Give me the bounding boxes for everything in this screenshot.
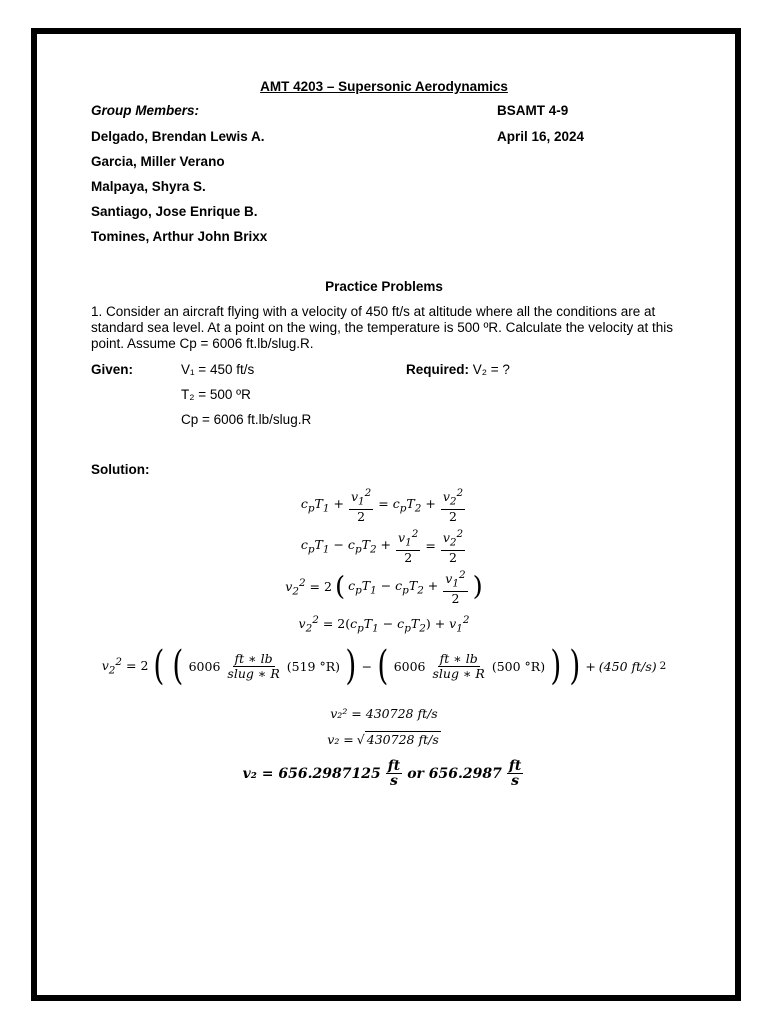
equation-3: $v_2^2 = 2$ ( $c_pT_1 - c_pT_2$ + $\frac{v_1^2}{2}$ ) <box>285 569 483 606</box>
equation-1: $c_pT_1$ + $\frac{v_1^2}{2}$ = $c_pT_2$ + $\frac{v_2^2}{2}$ <box>300 487 464 524</box>
required-value: V₂ = ? <box>472 362 510 377</box>
final-unit-den: s <box>389 773 398 789</box>
group-members-label: Group Members: <box>91 103 200 118</box>
member-name: Malpaya, Shyra S. <box>91 179 206 194</box>
member-name: Garcia, Miller Verano <box>91 154 225 169</box>
document-title: AMT 4203 – Supersonic Aerodynamics <box>260 79 508 94</box>
required-block <box>406 362 510 377</box>
cp-value: 6006 <box>188 658 221 674</box>
member-name: Tomines, Arthur John Brixx <box>91 229 268 244</box>
equation-6: v₂² = 430728 ft/s <box>330 706 438 721</box>
unit-numerator: ft ∗ lb <box>439 650 478 666</box>
member-name: Delgado, Brendan Lewis A. <box>91 129 265 144</box>
final-unit-num: ft <box>387 758 401 774</box>
final-lhs: v₂ = 656.2987125 <box>242 765 381 782</box>
given-label: Given: <box>91 362 134 377</box>
given-item: V₁ = 450 ft/s <box>181 362 255 377</box>
eq7-radicand: 430728 ft/s <box>366 732 439 747</box>
final-unit-num: ft <box>508 758 522 774</box>
equation-5: $v_2^2 = 2$ ( ( 6006 $\frac{ft ∗ lb}{\text{slug ∗ R}}$ (519 °R) ) − ( 6006 $\frac{ft ∗ lb}{\text{slug ∗ R}}$ (500 °R) ) ) + (450 ft/s) 2 <box>101 643 667 689</box>
section-heading: Practice Problems <box>325 279 443 294</box>
member-name: Santiago, Jose Enrique B. <box>91 204 258 219</box>
velocity-1: (450 ft/s) <box>598 658 657 674</box>
section-label: BSAMT 4-9 <box>497 103 569 118</box>
required-label: Required: <box>406 362 470 377</box>
final-answer <box>0 759 768 788</box>
unit-denominator: slug ∗ R <box>227 665 280 681</box>
equation-7: v₂ = √ 430728 ft/s <box>327 731 439 747</box>
problem-statement: 1. Consider an aircraft flying with a velocity of 450 ft/s at altitude where all the conditions are at standard sea level. At a point on the wing, the temperature is 500 ºR. Calculate the velocity at this point. Assume Cp = 6006 ft.lb/slug.R. <box>91 304 674 351</box>
given-item: Cp = 6006 ft.lb/slug.R <box>181 412 312 427</box>
equation-2: $c_pT_1 - c_pT_2$ + $\frac{v_1^2}{2}$ = $\frac{v_2^2}{2}$ <box>300 528 464 565</box>
eq7-lhs: v₂ = <box>327 731 354 747</box>
unit-denominator: slug ∗ R <box>432 665 485 681</box>
equation-4: $v_2^2 = 2(c_pT_1 - c_pT_2) + v_1^2$ <box>298 614 470 635</box>
solution-label: Solution: <box>91 462 150 477</box>
final-unit-den: s <box>511 773 520 789</box>
given-item: T₂ = 500 ºR <box>181 387 251 402</box>
date-label: April 16, 2024 <box>497 129 585 144</box>
final-mid: or 656.2987 <box>407 765 502 782</box>
temperature-2: (500 °R) <box>491 658 546 674</box>
temperature-1: (519 °R) <box>286 658 340 674</box>
cp-value: 6006 <box>393 658 426 674</box>
unit-numerator: ft ∗ lb <box>234 650 273 666</box>
